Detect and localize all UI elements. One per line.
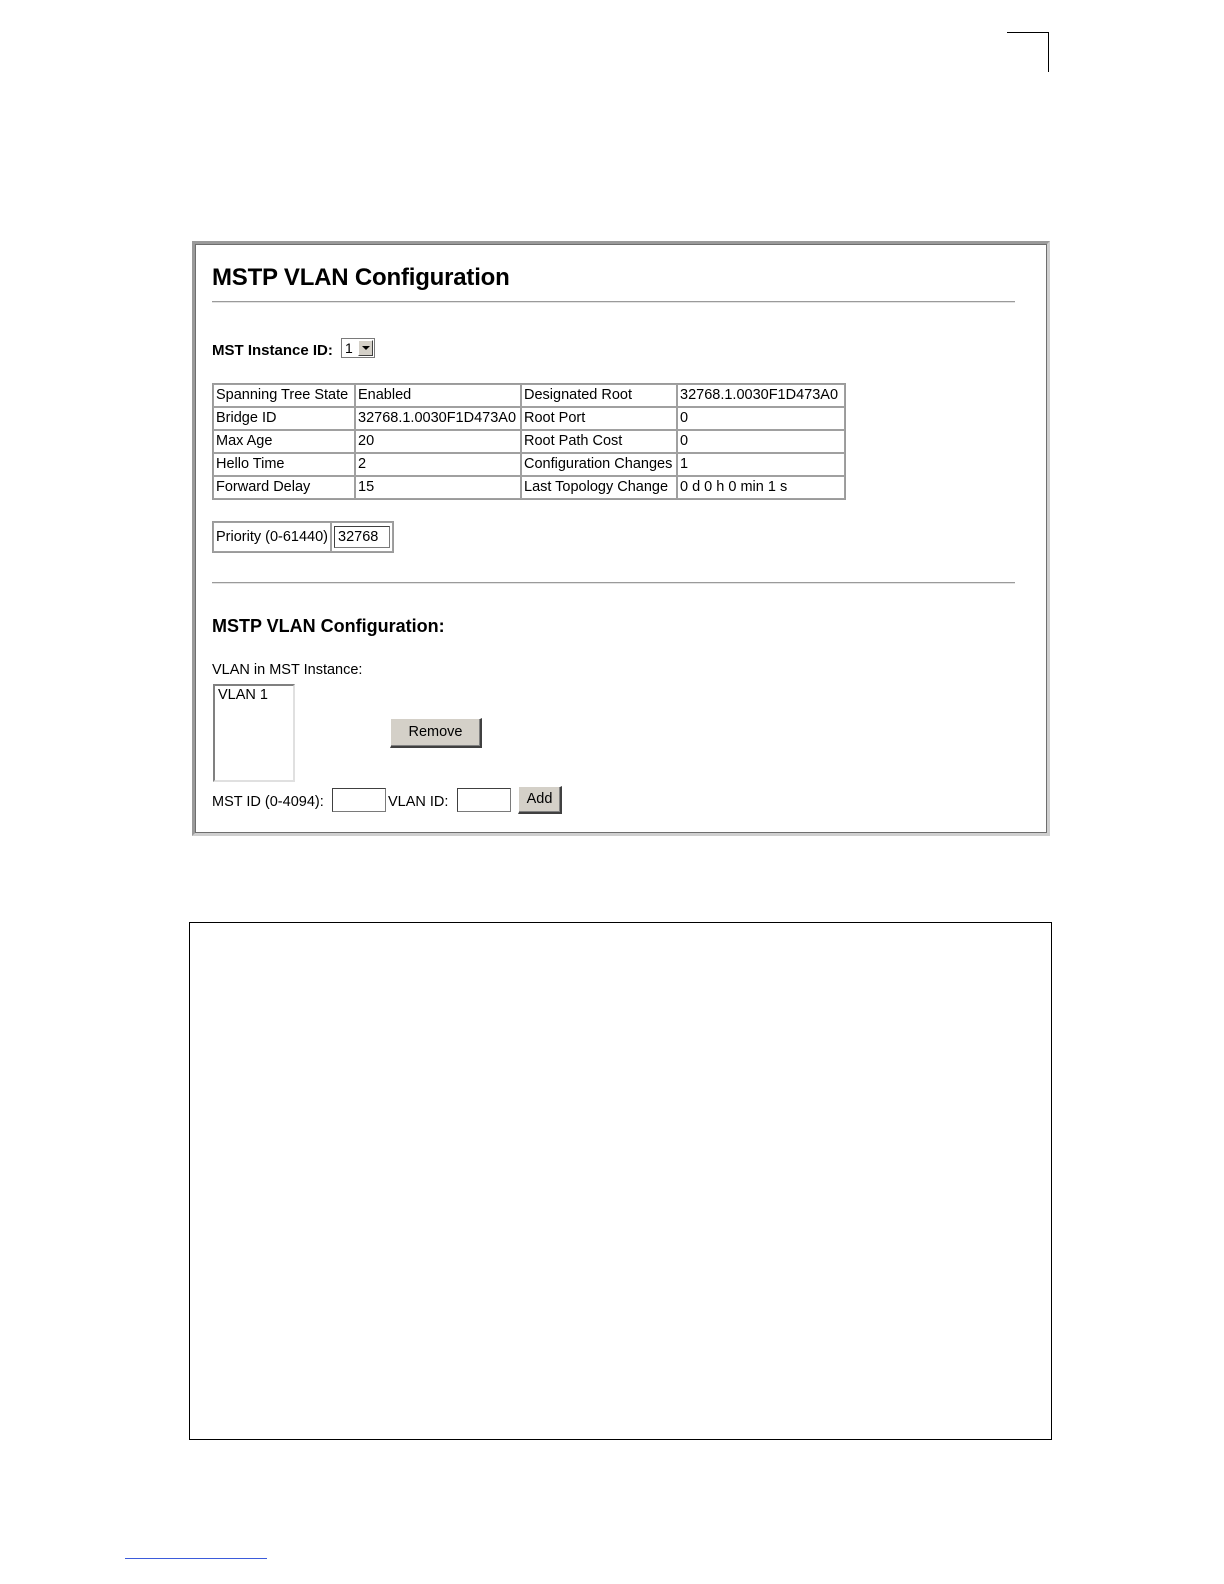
table-cell: 15: [355, 476, 521, 499]
table-cell: 2: [355, 453, 521, 476]
table-cell: 0 d 0 h 0 min 1 s: [677, 476, 845, 499]
vlan-list-label: VLAN in MST Instance:: [212, 662, 363, 678]
priority-table: [212, 521, 394, 553]
table-row: [213, 407, 845, 430]
vlan-id-input[interactable]: [457, 788, 511, 812]
add-button[interactable]: Add: [518, 786, 562, 814]
page-title: MSTP VLAN Configuration: [212, 264, 510, 291]
table-cell: Designated Root: [521, 384, 677, 407]
list-item[interactable]: VLAN 1: [218, 687, 268, 703]
footer-rule: [125, 1558, 267, 1559]
remove-button[interactable]: Remove: [390, 718, 482, 748]
table-cell: Root Path Cost: [521, 430, 677, 453]
vlan-id-label: VLAN ID:: [388, 794, 449, 810]
table-cell: 32768.1.0030F1D473A0: [355, 407, 521, 430]
mst-instance-label: MST Instance ID:: [212, 342, 333, 359]
table-cell: Spanning Tree State: [213, 384, 355, 407]
table-row: [213, 430, 845, 453]
mst-id-label: MST ID (0-4094):: [212, 794, 324, 810]
table-cell: Max Age: [213, 430, 355, 453]
title-divider: [212, 301, 1015, 303]
table-cell: Configuration Changes: [521, 453, 677, 476]
priority-input[interactable]: [334, 526, 390, 548]
table-cell: 1: [677, 453, 845, 476]
page-corner-mark: [1007, 32, 1049, 72]
mst-id-input[interactable]: [332, 788, 386, 812]
vlan-section-title: MSTP VLAN Configuration:: [212, 616, 445, 636]
mst-instance-selected-value: 1: [345, 340, 353, 356]
table-cell: 20: [355, 430, 521, 453]
chevron-down-icon[interactable]: [358, 340, 373, 356]
table-row: [213, 384, 845, 407]
table-row: [213, 476, 845, 499]
section-divider: [212, 582, 1015, 584]
priority-label: Priority (0-61440): [213, 522, 331, 552]
table-cell: Enabled: [355, 384, 521, 407]
mst-instance-select[interactable]: [341, 338, 375, 358]
table-row: [213, 453, 845, 476]
table-cell: Hello Time: [213, 453, 355, 476]
table-cell: Root Port: [521, 407, 677, 430]
spanning-tree-info-table: [212, 383, 846, 500]
table-cell: 0: [677, 407, 845, 430]
empty-bordered-box: [189, 922, 1052, 1440]
vlan-listbox[interactable]: [213, 684, 295, 782]
table-cell: 32768.1.0030F1D473A0: [677, 384, 845, 407]
screenshot-window: [192, 241, 1050, 836]
table-cell: 0: [677, 430, 845, 453]
table-cell: Forward Delay: [213, 476, 355, 499]
table-cell: Last Topology Change: [521, 476, 677, 499]
table-cell: Bridge ID: [213, 407, 355, 430]
